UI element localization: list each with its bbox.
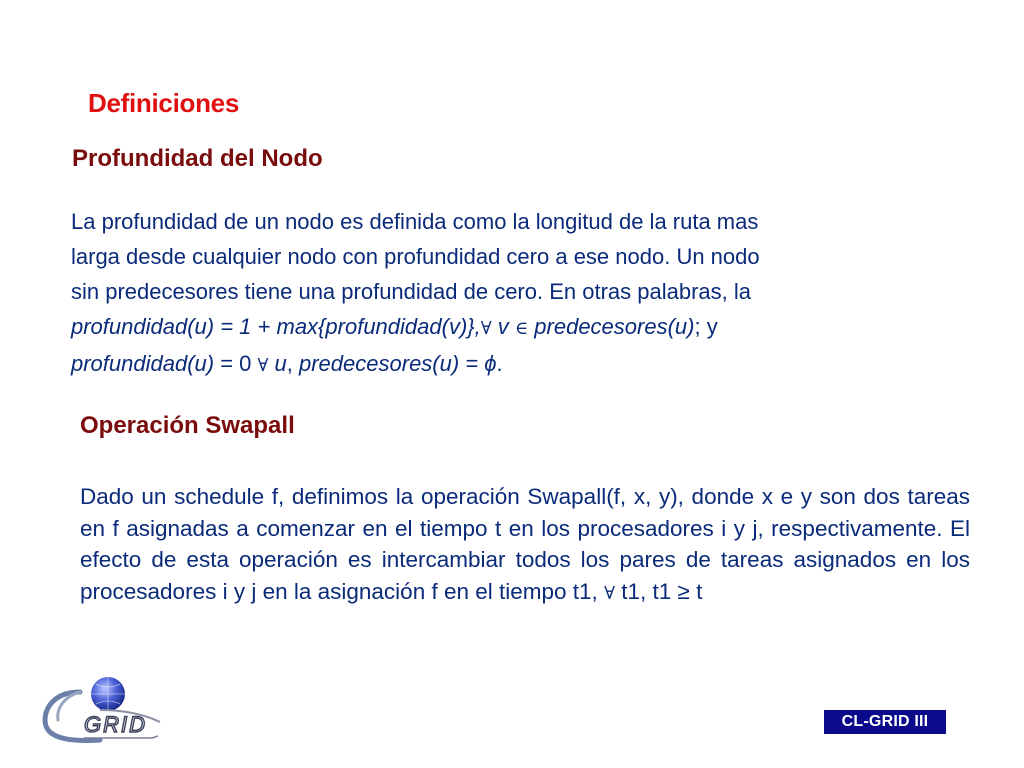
formula-text: predecesores(u) bbox=[528, 314, 695, 339]
empty-set-symbol: ϕ bbox=[484, 351, 497, 376]
definition-line-1: La profundidad de un nodo es definida como la longitud de la ruta mas bbox=[71, 209, 759, 234]
formula-text: = 0 bbox=[214, 351, 258, 376]
section-heading-profundidad: Profundidad del Nodo bbox=[72, 145, 323, 172]
definition-line-2: larga desde cualquier nodo con profundidad cero a ese nodo. Un nodo bbox=[71, 244, 760, 269]
swapall-text-end: t1, t1 ≥ t bbox=[614, 578, 703, 604]
page-title: Definiciones bbox=[88, 88, 239, 118]
definition-paragraph bbox=[71, 204, 971, 383]
formula-text: u bbox=[268, 351, 287, 376]
formula-line-1 bbox=[71, 309, 971, 346]
formula-text: max{profundidad(v)}, bbox=[276, 314, 481, 339]
definition-line-3: sin predecesores tiene una profundidad de cero. En otras palabras, la bbox=[71, 279, 751, 304]
grid-logo bbox=[40, 674, 170, 744]
swapall-paragraph bbox=[80, 481, 970, 609]
swapall-text: Dado un schedule f, definimos la operación Swapall(f, x, y), donde x e y son dos tareas en f asignadas a comenzar en el tiempo t en los procesadores i y j, respectivamente. El efecto de esta operación es intercambiar todos los pares de tareas asignados en los procesadores i y j en la asignación f en el tiempo t1, bbox=[80, 484, 970, 604]
formula-text: v bbox=[491, 314, 515, 339]
formula-text: . bbox=[496, 351, 503, 376]
forall-symbol: ∀ bbox=[480, 318, 492, 339]
formula-text: predecesores(u) bbox=[299, 351, 460, 376]
formula-text: profundidad(u) bbox=[71, 314, 215, 339]
formula-line-2 bbox=[71, 346, 971, 383]
section-heading-swapall: Operación Swapall bbox=[80, 412, 295, 439]
cl-grid-badge: CL-GRID III bbox=[824, 710, 946, 734]
logo-text: GRID bbox=[84, 712, 147, 737]
formula-text: ; y bbox=[694, 314, 718, 339]
formula-text: profundidad(u) bbox=[71, 351, 215, 376]
formula-text: = bbox=[459, 351, 485, 376]
grid-globe-logo-icon bbox=[40, 674, 170, 744]
formula-text: , bbox=[286, 351, 299, 376]
element-of-symbol: ∈ bbox=[514, 318, 529, 339]
formula-text: = 1 + bbox=[214, 314, 277, 339]
forall-symbol: ∀ bbox=[604, 582, 615, 604]
forall-symbol: ∀ bbox=[257, 355, 269, 376]
